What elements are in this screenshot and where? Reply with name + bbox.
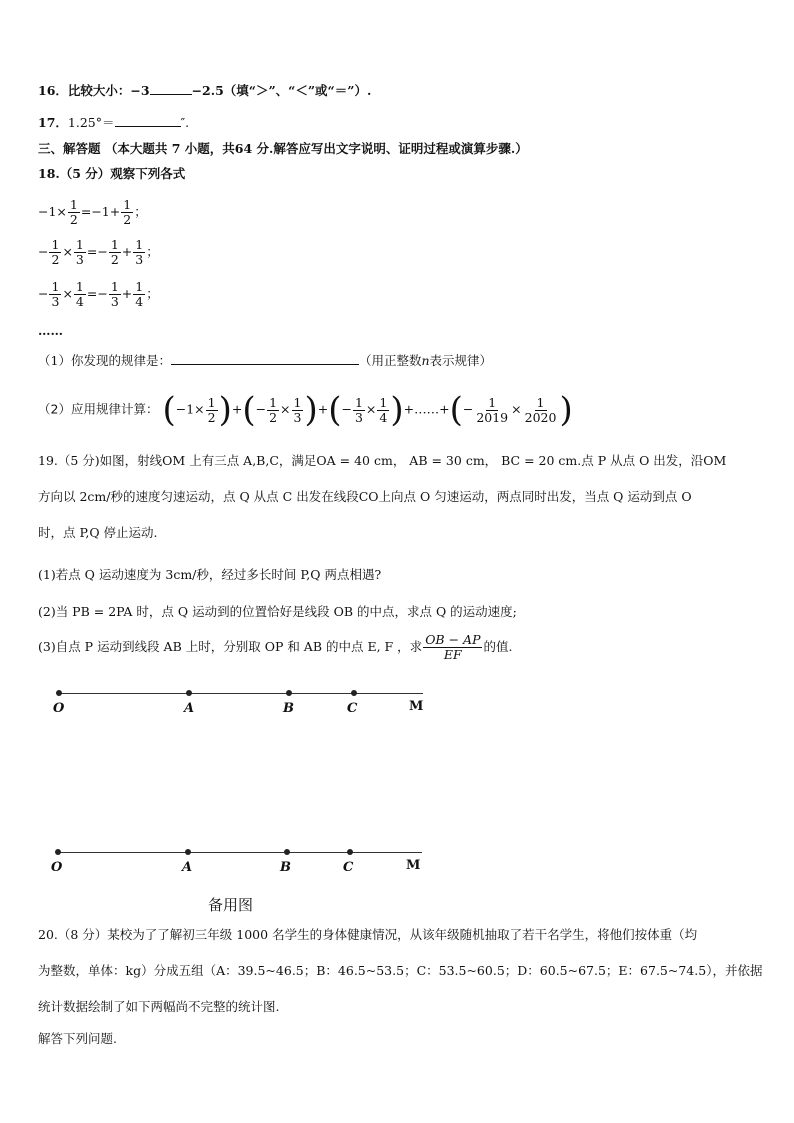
fraction: $\frac{1}{3}$ (293, 394, 302, 425)
sub3-text-a: (3)自点 P 运动到线段 AB 上时，分别取 OP 和 AB 的中点 E, F ，求 (38, 639, 423, 654)
part2-label: （2）应用规律计算： (38, 401, 159, 417)
fraction: $\frac{1}{3}$ (51, 279, 60, 309)
part1-hint-b: 表示规律） (429, 353, 493, 368)
q16-number: 16． (38, 83, 68, 98)
q18-part-2: （2）应用规律计算： (−1× $\frac{1}{2}$ )+(− $\frac{1}{2}$ × $\frac{1}{3}$ )+(− $\frac{1}{3}$ × $\frac{1}{4}$ )+……+(− $\frac{1}{2019}$ × $\frac{1}{2020}$ ) (38, 390, 573, 430)
q17-text-a: 1.25°＝ (67, 115, 115, 130)
fraction: $\frac{1}{2019}$ (476, 394, 509, 425)
q18-equation-2 (38, 238, 159, 267)
fraction: $\frac{1}{2}$ (269, 394, 278, 425)
q20-line-3: 统计数据绘制了如下两幅尚不完整的统计图. (38, 999, 280, 1014)
open-paren: ( (162, 390, 176, 430)
label-o: O (51, 860, 63, 875)
close-paren: ) (390, 390, 404, 430)
point-c (351, 690, 357, 696)
eq1-end: ； (134, 204, 147, 219)
plus: + (121, 244, 133, 259)
fraction: $\frac{1}{2}$ (51, 237, 60, 267)
label-o: O (53, 701, 65, 716)
q19-line-2: 方向以 2cm/秒的速度匀速运动，点 Q 从点 C 出发在线段CO上向点 O 匀速运动，两点同时出发，当点 Q 运动到点 O (38, 489, 692, 504)
fraction: $\frac{1}{3}$ (110, 279, 119, 309)
fraction: $\frac{1}{2}$ (207, 394, 216, 425)
q20-line-1: 20.（8 分）某校为了了解初三年级 1000 名学生的身体健康情况，从该年级随机抽取了若干名学生，将他们按体重（均 (38, 927, 698, 942)
open-paren: ( (449, 390, 463, 430)
q18-rule-blank[interactable] (171, 352, 359, 365)
dots: +……+ (403, 401, 450, 417)
part1-label: （1）你发现的规律是： (38, 353, 171, 368)
close-paren: ) (304, 390, 318, 430)
eq1-mid: =−1+ (80, 204, 121, 219)
spare-figure-caption: 备用图 (208, 896, 254, 914)
q17-text-b: ″. (180, 115, 190, 130)
fraction: $\frac{1}{4}$ (379, 394, 388, 425)
point-c (347, 849, 353, 855)
ray-om (58, 852, 422, 853)
fraction: $\frac{1}{2}$ (110, 237, 119, 267)
q20-line-4: 解答下列问题. (38, 1031, 117, 1046)
q19-line-1: 19.（5 分)如图，射线OM 上有三点 A,B,C，满足OA = 40 cm， AB = 30 cm， BC = 20 cm.点 P 从点 O 出发，沿OM (38, 453, 727, 468)
fraction: $\frac{1}{2}$ (69, 197, 78, 227)
q18-part-1 (38, 352, 492, 370)
label-c: C (347, 701, 358, 716)
minus: − (38, 244, 49, 259)
question-18-header: 18.（5 分）观察下列各式 (38, 166, 186, 181)
label-b: B (283, 701, 294, 716)
label-c: C (343, 860, 354, 875)
semicolon: ； (146, 244, 159, 259)
minus: − (38, 286, 49, 301)
fraction: $\frac{1}{3}$ (135, 237, 144, 267)
semicolon: ； (146, 286, 159, 301)
point-a (185, 849, 191, 855)
fraction: $\frac{1}{2}$ (123, 197, 132, 227)
fraction: $\frac{1}{2020}$ (524, 394, 557, 425)
number-line-spare-figure (51, 848, 424, 888)
question-16 (38, 82, 371, 100)
fraction: $\frac{1}{4}$ (75, 279, 84, 309)
point-a (186, 690, 192, 696)
point-b (286, 690, 292, 696)
number-line-figure (55, 689, 425, 729)
term1-lhs: −1× (175, 401, 205, 417)
q19-line-3: 时，点 P,Q 停止运动. (38, 525, 158, 540)
q16-answer-blank[interactable] (150, 82, 192, 95)
close-paren: ) (218, 390, 232, 430)
part1-hint-a: （用正整数 (358, 353, 422, 368)
question-17 (38, 114, 189, 132)
q20-line-2: 为整数，单体：kg）分成五组（A：39.5~46.5；B：46.5~53.5；C：53.5~60.5；D：60.5~67.5；E：67.5~74.5），并依据 (38, 963, 763, 978)
equals: =− (86, 286, 108, 301)
q19-sub-1: (1)若点 Q 运动速度为 3cm/秒，经过多长时间 P,Q 两点相遇? (38, 567, 382, 582)
sub3-text-b: 的值. (483, 639, 513, 654)
q19-sub-3 (38, 633, 512, 662)
label-a: A (182, 860, 193, 875)
fraction: $\frac{1}{3}$ (354, 394, 363, 425)
label-b: B (280, 860, 291, 875)
point-o (55, 849, 61, 855)
q17-answer-blank[interactable] (115, 114, 181, 127)
times: × (62, 286, 73, 301)
times: × (365, 401, 377, 417)
minus: − (341, 401, 352, 417)
fraction: $\frac{1}{4}$ (135, 279, 144, 309)
times: × (511, 401, 522, 417)
label-m: M (406, 858, 421, 873)
point-b (284, 849, 290, 855)
eq1-lhs: −1× (38, 204, 67, 219)
q18-ellipsis: …… (38, 323, 63, 338)
close-paren: ) (559, 390, 573, 430)
open-paren: ( (242, 390, 256, 430)
q16-text-a: 比较大小：−3 (67, 83, 150, 98)
point-o (56, 690, 62, 696)
times: × (62, 244, 73, 259)
q16-text-b: −2.5（填“＞”、“＜”或“＝”）. (191, 83, 372, 98)
q18-equation-3 (38, 280, 159, 309)
q19-sub-2: (2)当 PB = 2PA 时，点 Q 运动到的位置恰好是线段 OB 的中点，求点 Q 的运动速度; (38, 604, 517, 619)
section-3-heading: 三、解答题 （本大题共 7 小题，共64 分.解答应写出文字说明、证明过程或演算步骤.） (38, 141, 528, 156)
fraction: $\frac{1}{3}$ (75, 237, 84, 267)
equals: =− (86, 244, 108, 259)
part1-n: n (421, 353, 430, 368)
q18-equation-1 (38, 198, 147, 227)
fraction-ob-ap-over-ef: $\frac{OB - AP}{EF}$ (425, 632, 481, 662)
plus: + (121, 286, 133, 301)
times: × (280, 401, 291, 417)
open-paren: ( (328, 390, 342, 430)
label-a: A (184, 701, 195, 716)
ray-om (59, 693, 423, 694)
label-m: M (409, 699, 424, 714)
q17-number: 17． (38, 115, 68, 130)
minus: − (255, 401, 267, 417)
minus: − (462, 401, 474, 417)
